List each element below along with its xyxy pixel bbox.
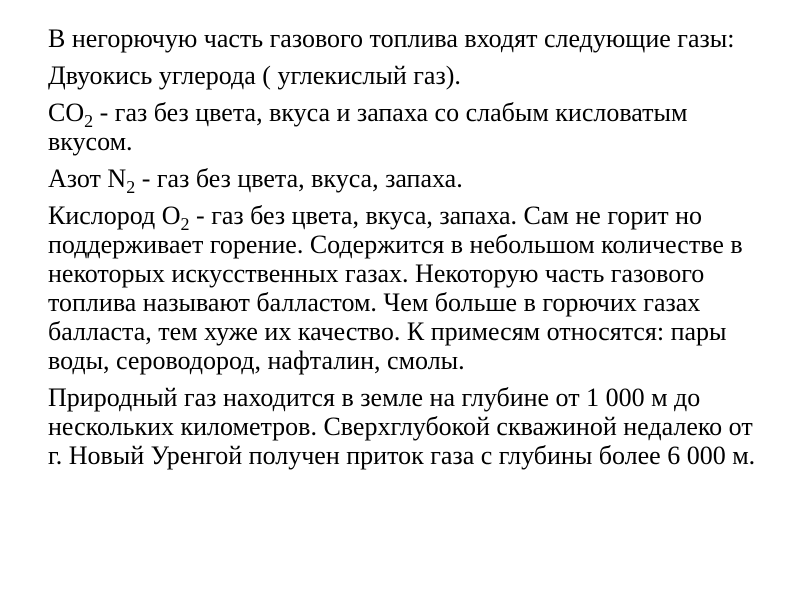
paragraph-nitrogen bbox=[48, 164, 768, 197]
nitrogen-subscript: 2 bbox=[126, 177, 136, 197]
oxygen-prefix: Кислород O bbox=[48, 201, 181, 230]
paragraph-co2-description bbox=[48, 98, 768, 156]
paragraph-carbon-dioxide-title: Двуокись углерода ( углекислый газ). bbox=[48, 61, 461, 90]
co2-subscript: 2 bbox=[84, 111, 94, 131]
paragraph-oxygen bbox=[48, 201, 768, 375]
paragraph-natural-gas: Природный газ находится в земле на глубине от 1 000 м до нескольких километров. Сверхглубокой скважиной недалеко от г. Новый Уренгой получен приток газа с глубины более 6 000 м. bbox=[48, 383, 756, 470]
co2-formula: CO bbox=[48, 98, 85, 127]
nitrogen-prefix: Азот N bbox=[48, 164, 127, 193]
co2-text: - газ без цвета, вкуса и запаха со слабым кисловатым вкусом. bbox=[48, 98, 688, 156]
paragraph-noncombustible-gases: В негорючую часть газового топлива входят следующие газы: bbox=[48, 24, 735, 53]
nitrogen-text: - газ без цвета, вкуса, запаха. bbox=[135, 164, 463, 193]
oxygen-text: - газ без цвета, вкуса, запаха. Сам не горит но поддерживает горение. Содержится в небольшом количестве в некоторых искусственных газах. Некоторую часть газового топлива называют балластом. Чем больше в горючих газах балласта, тем хуже их качество. К примесям относятся: пары воды, сероводород, нафталин, смолы. bbox=[48, 201, 743, 375]
text-body bbox=[48, 24, 768, 478]
oxygen-subscript: 2 bbox=[180, 214, 190, 234]
